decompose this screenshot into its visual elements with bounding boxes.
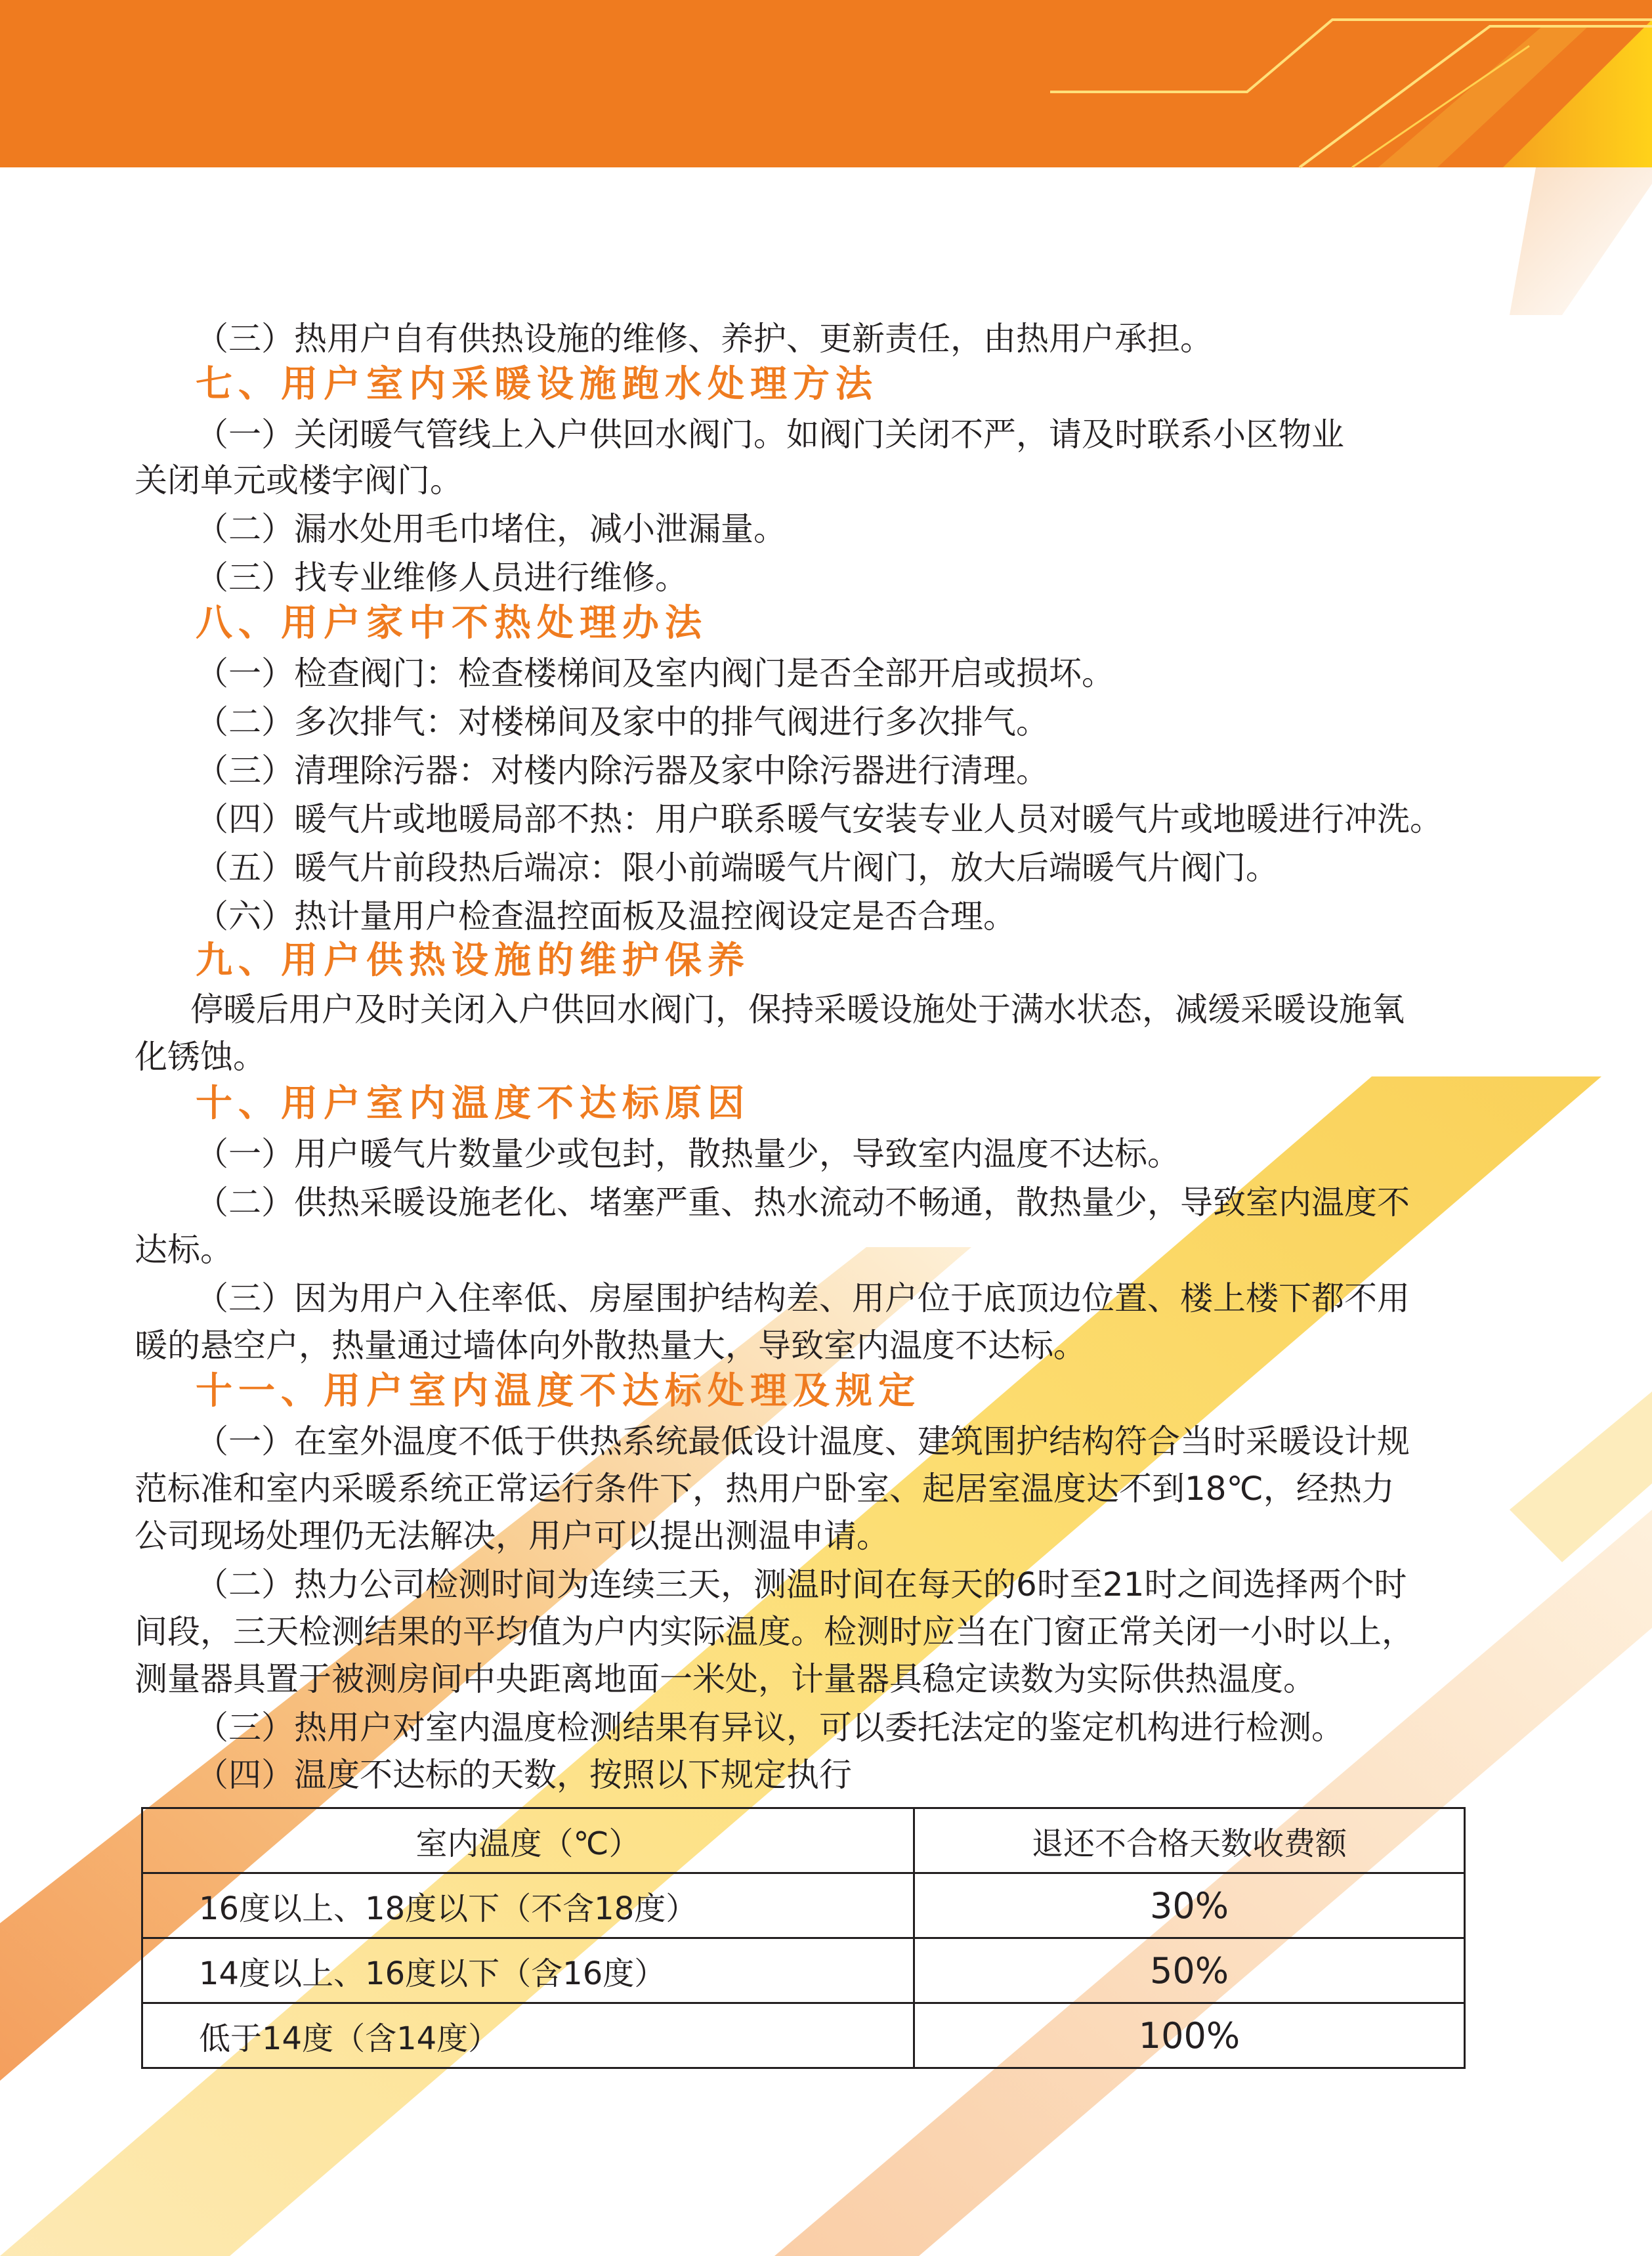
paragraph-7-1: （一）关闭暖气管线上入户供回水阀门。如阀门关闭不严，请及时联系小区物业 [196, 415, 1344, 454]
heading-section-8: 八、用户家中不热处理办法 [196, 602, 708, 645]
paragraph-11-2-cont-a: 间段，三天检测结果的平均值为户内实际温度。检测时应当在门窗正常关闭一小时以上， [135, 1613, 1414, 1651]
paragraph-8-5: （五）暖气片前段热后端凉：限小前端暖气片阀门，放大后端暖气片阀门。 [196, 849, 1279, 887]
table-cell-temperature: 16度以上、18度以下（不含18度） [142, 1873, 914, 1938]
table-cell-refund: 100% [914, 2003, 1465, 2068]
table-cell-temperature: 低于14度（含14度） [142, 2003, 914, 2068]
paragraph-11-3: （三）热用户对室内温度检测结果有异议，可以委托法定的鉴定机构进行检测。 [196, 1709, 1344, 1747]
paragraph-11-4: （四）温度不达标的天数，按照以下规定执行 [196, 1756, 852, 1794]
paragraph-10-3: （三）因为用户入住率低、房屋围护结构差、用户位于底顶边位置、楼上楼下都不用 [196, 1279, 1410, 1317]
table-cell-temperature: 14度以上、16度以下（含16度） [142, 1938, 914, 2003]
heading-section-11: 十一、用户室内温度不达标处理及规定 [196, 1370, 921, 1413]
paragraph-8-2: （二）多次排气：对楼梯间及家中的排气阀进行多次排气。 [196, 703, 1049, 741]
paragraph-11-1: （一）在室外温度不低于供热系统最低设计温度、建筑围护结构符合当时采暖设计规 [196, 1422, 1410, 1460]
paragraph-10-2-cont: 达标。 [135, 1231, 233, 1269]
table-cell-refund: 50% [914, 1938, 1465, 2003]
table-header-refund: 退还不合格天数收费额 [914, 1808, 1465, 1873]
paragraph-8-3: （三）清理除污器：对楼内除污器及家中除污器进行清理。 [196, 752, 1049, 790]
paragraph-11-1-cont-b: 公司现场处理仍无法解决，用户可以提出测温申请。 [135, 1517, 889, 1555]
paragraph-9: 停暖后用户及时关闭入户供回水阀门，保持采暖设施处于满水状态，减缓采暖设施氧 [190, 990, 1405, 1029]
table-row [142, 1873, 1465, 1938]
paragraph-10-1: （一）用户暖气片数量少或包封，散热量少，导致室内温度不达标。 [196, 1135, 1180, 1173]
heading-section-9: 九、用户供热设施的维护保养 [196, 939, 750, 982]
paragraph-10-3-cont: 暖的悬空户，热量通过墙体向外散热量大，导致室内温度不达标。 [135, 1327, 1086, 1365]
table-row [142, 2003, 1465, 2068]
paragraph-10-2: （二）供热采暖设施老化、堵塞严重、热水流动不畅通，散热量少，导致室内温度不 [196, 1183, 1410, 1222]
paragraph-9-cont: 化锈蚀。 [135, 1038, 266, 1076]
table-cell-refund: 30% [914, 1873, 1465, 1938]
table-header-row [142, 1808, 1465, 1873]
paragraph-7-2: （二）漏水处用毛巾堵住，减小泄漏量。 [196, 510, 786, 548]
heading-section-10: 十、用户室内温度不达标原因 [196, 1082, 750, 1125]
paragraph-6-3: （三）热用户自有供热设施的维修、养护、更新责任，由热用户承担。 [196, 320, 1213, 358]
paragraph-11-2: （二）热力公司检测时间为连续三天，测温时间在每天的6时至21时之间选择两个时 [196, 1565, 1407, 1604]
paragraph-8-1: （一）检查阀门：检查楼梯间及室内阀门是否全部开启或损坏。 [196, 654, 1114, 692]
table-header-temperature: 室内温度（℃） [142, 1808, 914, 1873]
refund-table [141, 1807, 1466, 2069]
paragraph-8-4: （四）暖气片或地暖局部不热：用户联系暖气安装专业人员对暖气片或地暖进行冲洗。 [196, 800, 1443, 838]
paragraph-11-2-cont-b: 测量器具置于被测房间中央距离地面一米处，计量器具稳定读数为实际供热温度。 [135, 1660, 1316, 1698]
paragraph-7-3: （三）找专业维修人员进行维修。 [196, 559, 688, 597]
paragraph-11-1-cont-a: 范标准和室内采暖系统正常运行条件下，热用户卧室、起居室温度达不到18℃，经热力 [135, 1470, 1395, 1508]
paragraph-7-1-cont: 关闭单元或楼宇阀门。 [135, 461, 463, 500]
paragraph-8-6: （六）热计量用户检查温控面板及温控阀设定是否合理。 [196, 897, 1016, 935]
table-row [142, 1938, 1465, 2003]
heading-section-7: 七、用户室内采暖设施跑水处理方法 [196, 363, 878, 406]
